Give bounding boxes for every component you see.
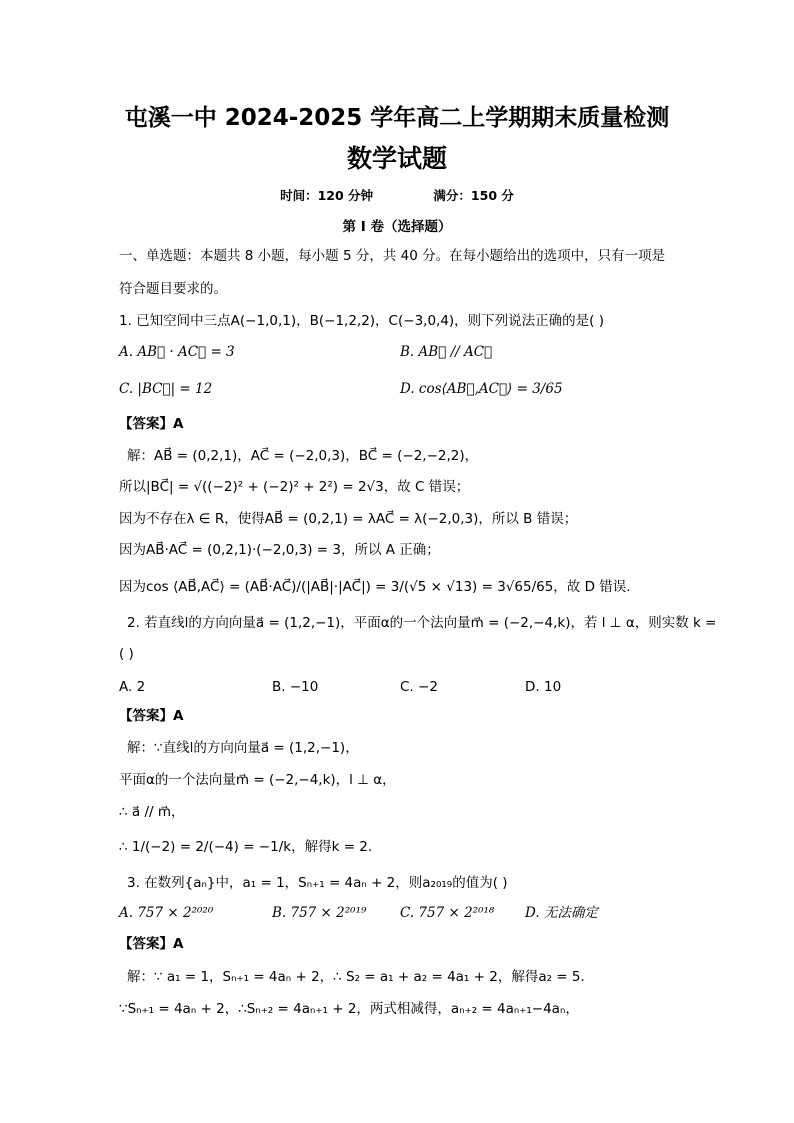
exam-subject: 数学试题 — [346, 144, 447, 173]
q3-option-c: C. 757 × 2²⁰¹⁸ — [400, 905, 495, 921]
q2-solution-line1: 解：∵直线l的方向向量a⃗ = (1,2,−1)， — [127, 740, 359, 756]
q1-option-a: A. AB⃗ · AC⃗ = 3 — [119, 344, 235, 360]
exam-meta — [0, 187, 794, 205]
q1-option-d: D. cos⟨AB⃗,AC⃗⟩ = 3/65 — [400, 381, 563, 397]
q2-option-a: A. 2 — [119, 679, 146, 695]
exam-score: 满分：150 分 — [433, 188, 514, 203]
q1-solution-line3: 因为不存在λ ∈ R，使得AB⃗ = (0,2,1) = λAC⃗ = λ(−2,0,3)，所以 B 错误； — [119, 511, 578, 527]
q1-solution-line5: 因为cos ⟨AB⃗,AC⃗⟩ = (AB⃗·AC⃗)/(|AB⃗|·|AC⃗|) = 3/(√5 × √13) = 3√65/65，故 D 错误. — [119, 579, 631, 595]
q3-stem: 3. 在数列{aₙ}中，a₁ = 1，Sₙ₊₁ = 4aₙ + 2，则a₂₀₁₉的值为( ) — [127, 875, 508, 891]
section-instructions-line1: 一、单选题：本题共 8 小题，每小题 5 分，共 40 分。在每小题给出的选项中，只有一项是 — [119, 248, 666, 264]
q2-answer: 【答案】A — [119, 708, 184, 724]
q2-solution-line2: 平面α的一个法向量m⃗ = (−2,−4,k)，l ⊥ α， — [119, 772, 396, 788]
part-heading: 第 I 卷（选择题） — [342, 219, 452, 235]
q1-solution-line2: 所以|BC⃗| = √((−2)² + (−2)² + 2²) = 2√3，故 C 错误； — [119, 479, 470, 495]
q1-solution-line4: 因为AB⃗·AC⃗ = (0,2,1)·(−2,0,3) = 3，所以 A 正确； — [119, 542, 440, 558]
q2-stem-line1: 2. 若直线l的方向向量a⃗ = (1,2,−1)，平面α的一个法向量m⃗ = (−2,−4,k)，若 l ⊥ α，则实数 k = — [127, 615, 717, 631]
q3-answer: 【答案】A — [119, 936, 184, 952]
q2-solution-line4: ∴ 1/(−2) = 2/(−4) = −1/k，解得k = 2. — [119, 839, 373, 855]
q2-solution-line3: ∴ a⃗ // m⃗， — [119, 804, 185, 820]
q1-option-c: C. |BC⃗| = 12 — [119, 381, 213, 397]
q3-option-a: A. 757 × 2²⁰²⁰ — [119, 905, 214, 921]
q2-stem-line2: ( ) — [119, 646, 134, 662]
q1-stem: 1. 已知空间中三点A(−1,0,1)，B(−1,2,2)，C(−3,0,4)，则下列说法正确的是( ) — [119, 313, 605, 329]
q1-answer: 【答案】A — [119, 416, 184, 432]
section-instructions-line2: 符合题目要求的。 — [119, 281, 227, 297]
q3-option-b: B. 757 × 2²⁰¹⁹ — [272, 905, 367, 921]
q2-option-b: B. −10 — [272, 679, 319, 695]
q2-option-c: C. −2 — [400, 679, 438, 695]
q1-option-b: B. AB⃗ // AC⃗ — [400, 344, 493, 360]
exam-title: 屯溪一中 2024-2025 学年高二上学期期末质量检测 — [124, 105, 670, 131]
q3-solution-line1: 解：∵ a₁ = 1，Sₙ₊₁ = 4aₙ + 2，∴ S₂ = a₁ + a₂ = 4a₁ + 2，解得a₂ = 5． — [127, 969, 594, 985]
q3-option-d: D. 无法确定 — [525, 905, 598, 921]
exam-time: 时间：120 分钟 — [280, 188, 374, 203]
q3-solution-line2: ∵Sₙ₊₁ = 4aₙ + 2，∴Sₙ₊₂ = 4aₙ₊₁ + 2，两式相减得，aₙ₊₂ = 4aₙ₊₁−4aₙ， — [119, 1001, 579, 1017]
q1-solution-line1: 解：AB⃗ = (0,2,1)，AC⃗ = (−2,0,3)，BC⃗ = (−2,−2,2)， — [127, 448, 479, 464]
q2-option-d: D. 10 — [525, 679, 562, 695]
